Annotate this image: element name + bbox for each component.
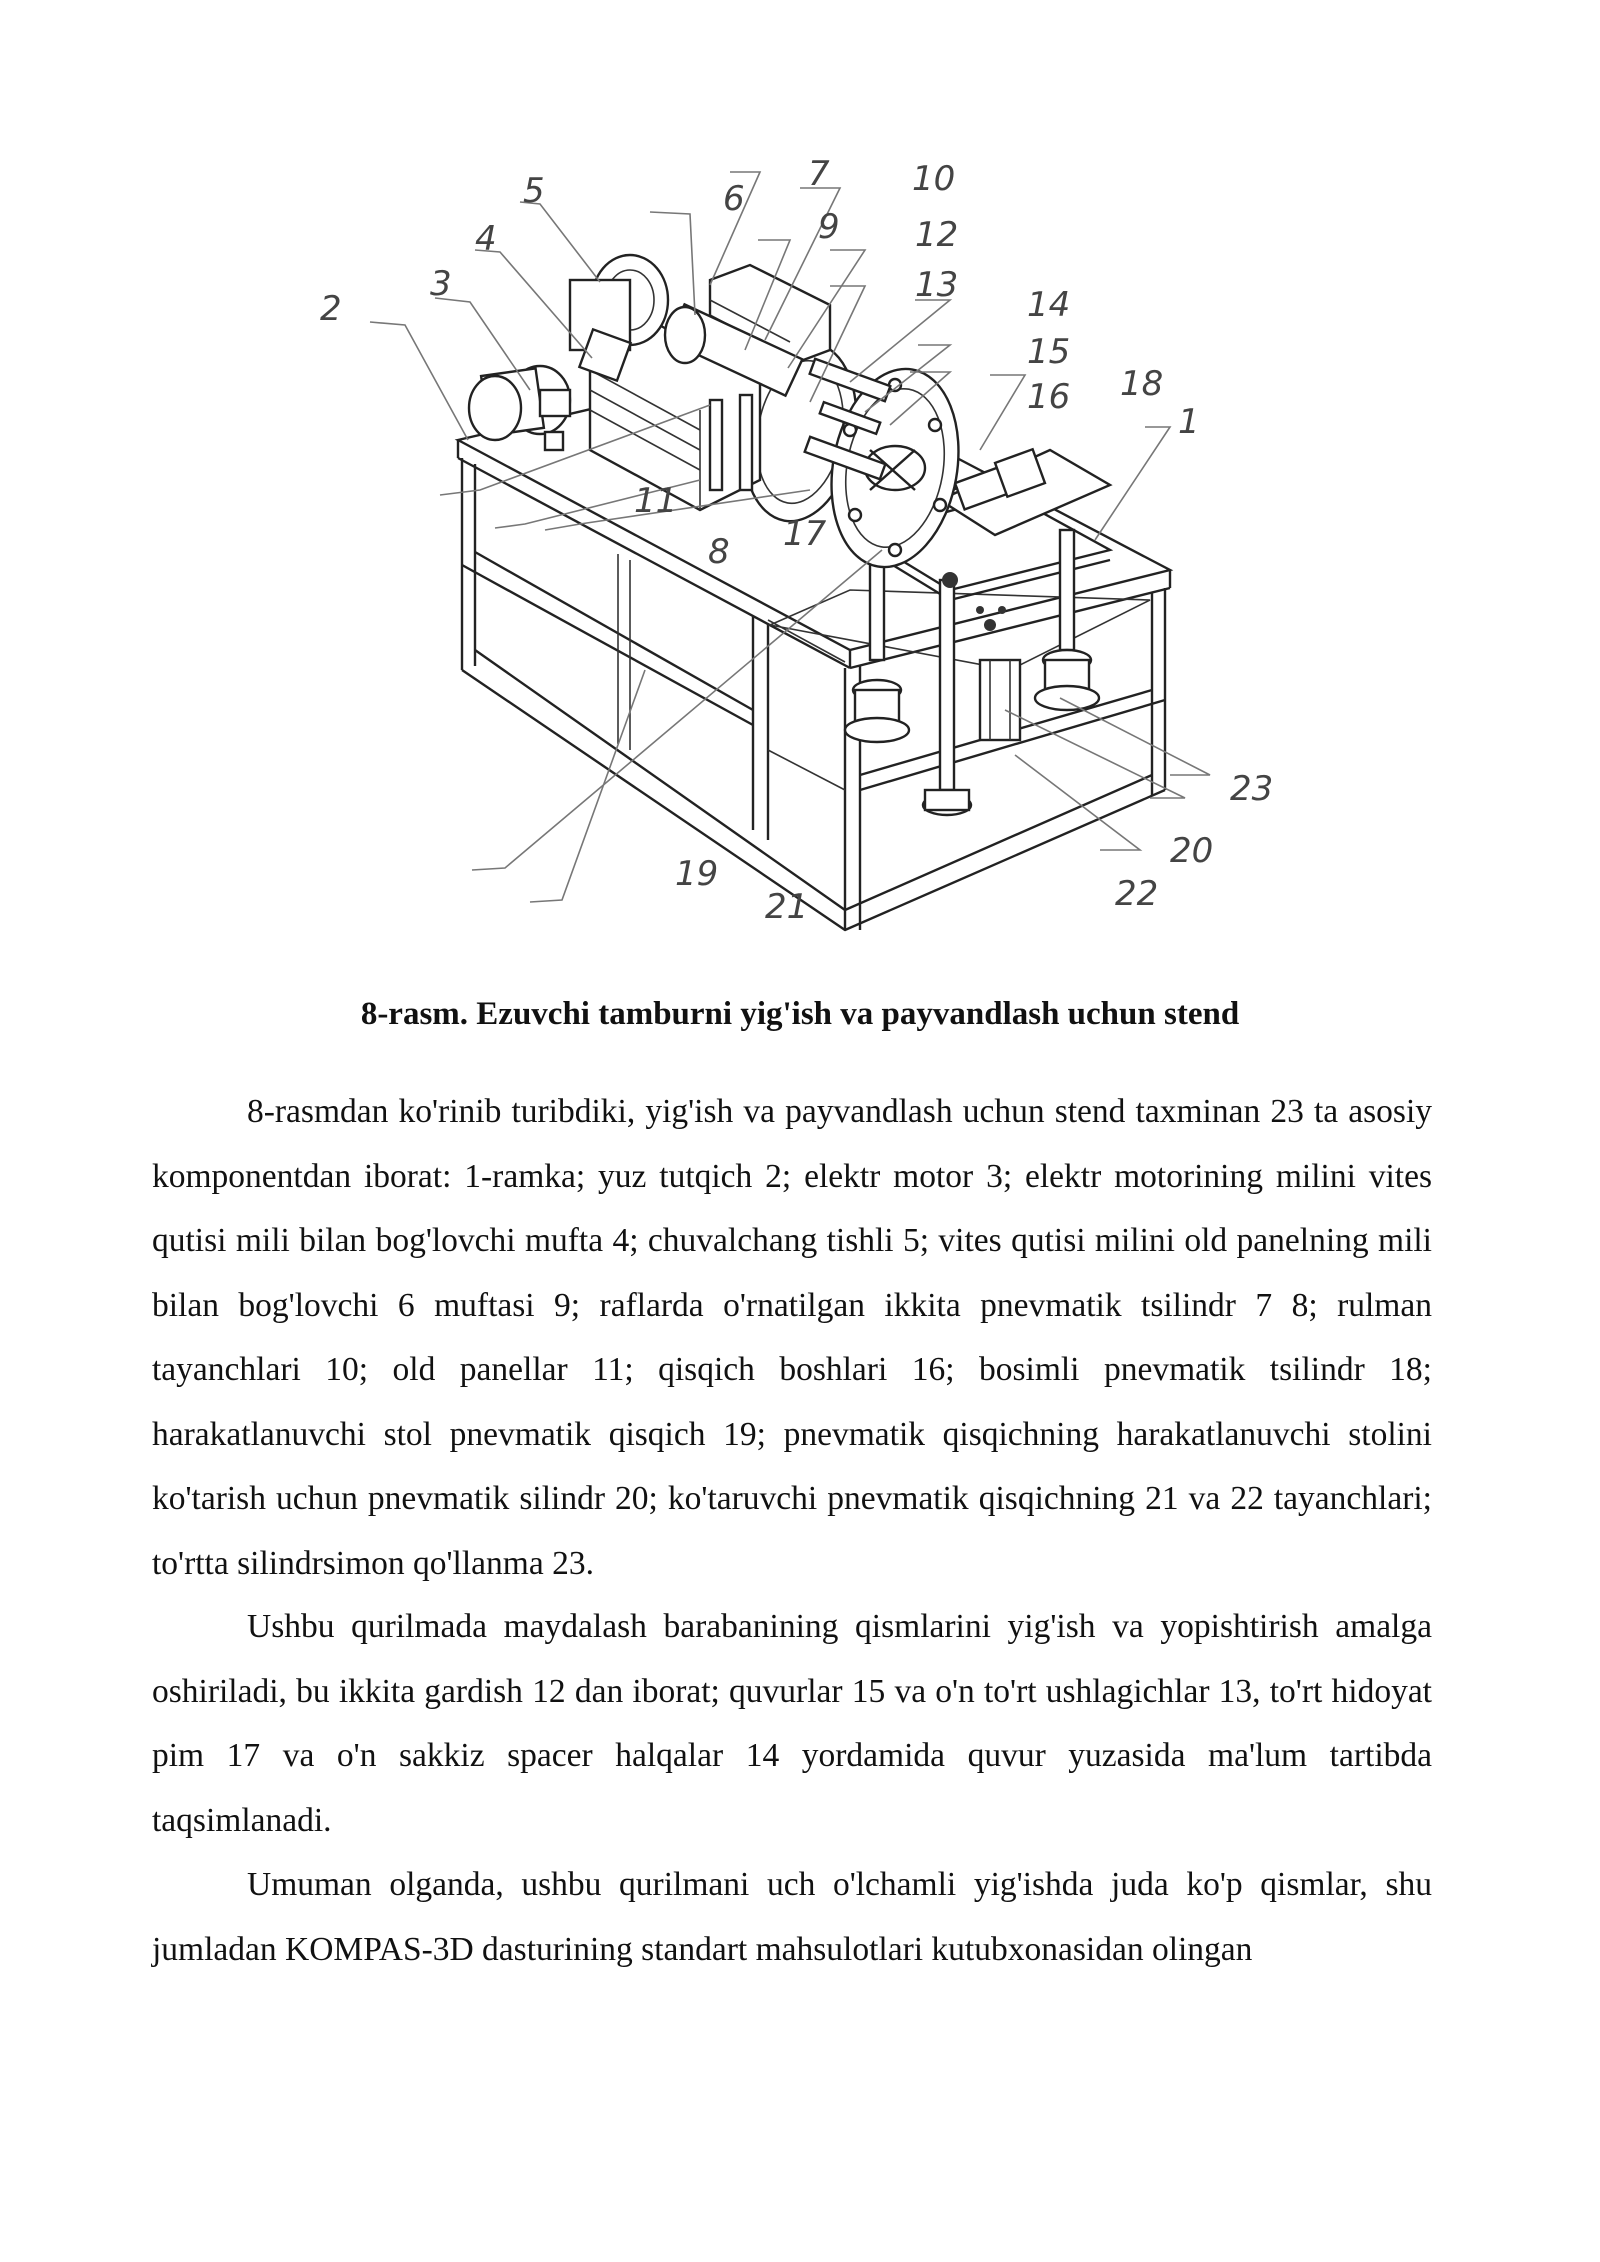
paragraph-text: Ushbu qurilmada maydalash barabanining qismlarini yig'ish va yopishtirish amalga oshiriladi, bu ikkita gardish 12 dan iborat; quvurlar 15 va o'n to'rt ushlagichlar 13, to'rt hidoyat pim 17 va o'n sakkiz spacer halqalar 14 yordamida quvur yuzasida ma'lum tartibda taqsimlanadi. [152, 1608, 1432, 1839]
callout-20: 20 [1170, 831, 1214, 871]
callout-15: 15 [1027, 332, 1071, 372]
callout-10: 10 [912, 159, 956, 199]
callout-13: 13 [915, 265, 959, 305]
callout-12: 12 [915, 215, 959, 255]
callout-19: 19 [675, 854, 719, 894]
callout-9: 9 [818, 207, 840, 247]
callout-5: 5 [523, 171, 545, 211]
callout-11: 11 [634, 481, 678, 521]
callout-14: 14 [1027, 285, 1071, 325]
callout-23: 23 [1230, 769, 1274, 809]
callout-6: 6 [723, 179, 745, 219]
figure-caption: 8-rasm. Ezuvchi tamburni yig'ish va payvandlash uchun stend [360, 996, 1240, 1032]
callout-18: 18 [1120, 364, 1164, 404]
body-paragraph-2 [152, 1595, 1432, 1853]
callout-3: 3 [430, 264, 452, 304]
callout-17: 17 [783, 514, 827, 554]
callout-21: 21 [765, 887, 809, 927]
callout-22: 22 [1115, 874, 1159, 914]
callout-1: 1 [1178, 402, 1200, 442]
stand-assembly-drawing [290, 150, 1310, 950]
paragraph-text: 8-rasmdan ko'rinib turibdiki, yig'ish va payvandlash uchun stend taxminan 23 ta asosiy komponentdan iborat: 1-ramka; yuz tutqich 2; elektr motor 3; elektr motorining milini vites qutisi mili bilan bog'lovchi mufta 4; chuvalchang tishli 5; vites qutisi milini old panelning mili bilan bog'lovchi 6 muftasi 9; raflarda o'rnatilgan ikkita pnevmatik tsilindr 7 8; rulman tayanchlari 10; old panellar 11; qisqich boshlari 16; bosimli pnevmatik tsilindr 18; harakatlanuvchi stol pnevmatik qisqich 19; pnevmatik qisqichning harakatlanuvchi stolini ko'tarish uchun pnevmatik silindr 20; ko'taruvchi pnevmatik qisqichning 21 va 22 tayanchlari; to'rtta silindrsimon qo'llanma 23. [152, 1093, 1432, 1582]
callout-16: 16 [1027, 377, 1071, 417]
callout-8: 8 [708, 532, 730, 572]
callout-4: 4 [475, 219, 497, 259]
paragraph-text: Umuman olganda, ushbu qurilmani uch o'lchamli yig'ishda juda ko'p qismlar, shu jumladan KOMPAS-3D dasturining standart mahsulotlari kutubxonasidan olingan [152, 1866, 1432, 1968]
callout-7: 7 [808, 154, 830, 194]
body-paragraph-1 [152, 1080, 1432, 1596]
body-paragraph-3 [152, 1853, 1432, 1982]
callout-2: 2 [320, 289, 342, 329]
